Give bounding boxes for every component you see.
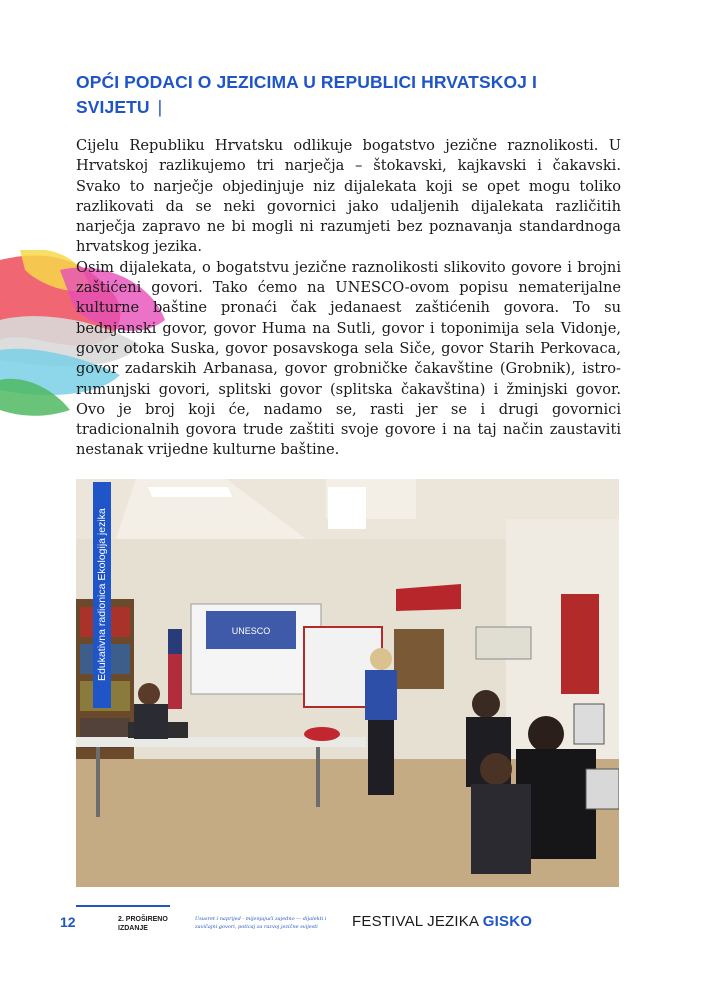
workshop-photo-illustration: [76, 479, 619, 887]
heading-line-1: OPĆI PODACI O JEZICIMA U REPUBLICI HRVATSKOJ I: [76, 72, 537, 92]
page-heading: [76, 70, 636, 120]
festival-logo-text: [352, 913, 532, 930]
festival-brand: GISKO: [482, 913, 533, 930]
heading-line-2: SVIJETU: [76, 97, 150, 117]
body-text: [76, 136, 621, 461]
page-number: 12: [60, 914, 76, 930]
edition-label: [118, 915, 168, 933]
paragraph-protected-speech: Osim dijalekata, o bogatstvu jezične raznolikosti slikovito govore i brojni zaštićeni govori. Tako ćemo na UNESCO-ovom popisu nematerijalne kulturne baštine pronaći čak jedanaest zaštićenih govora. To su bednjanski govor, govor Huma na Sutli, govor i toponimija sela Vidonje, govor otoka Suska, govor posavskoga sela Siče, govor Starih Perkovaca, govor zadarskih Arbanasa, govor grobničke čakavštine (Grobnik), istro-rumunjski govori, splitski govor (splitska čakavština) i žminjski govor. Ovo je broj koji će, nadamo se, rasti jer se i drugi govornici tradicionalnih govora trude zaštiti svoje govore i na taj način zaustaviti nestanak vrijedne kulturne baštine.: [76, 258, 621, 459]
footer-tagline: Ususret i naprijed - mijenjajući zajedno — dijalekti i zavičajni govori, poticaj za razvoj jezične svijesti: [195, 916, 327, 930]
photo-caption: Edukativna radionica Ekologija jezika: [96, 508, 108, 682]
festival-text: FESTIVAL JEZIKA: [352, 913, 479, 930]
workshop-photo: [76, 479, 619, 887]
heading-bar: |: [157, 97, 163, 117]
paragraph-dialects: Cijelu Republiku Hrvatsku odlikuje bogatstvo jezične raznolikosti. U Hrvatskoj razlikujemo tri narječja – štokavski, kajkavski i čakavski. Svako to narječje objedinjuje niz dijalekata koji se opet mogu toliko razlikovati da se neki govornici jako udaljenih dijalekata različitih narječja zapravo ne bi mogli ni razumjeti bez poznavanja standardnoga hrvatskog jezika.: [76, 137, 621, 256]
edition-line-2: IZDANJE: [118, 925, 148, 932]
footer-divider: [76, 905, 170, 907]
edition-line-1: 2. PROŠIRENO: [118, 916, 168, 923]
slide-text: UNESCO: [231, 626, 271, 636]
